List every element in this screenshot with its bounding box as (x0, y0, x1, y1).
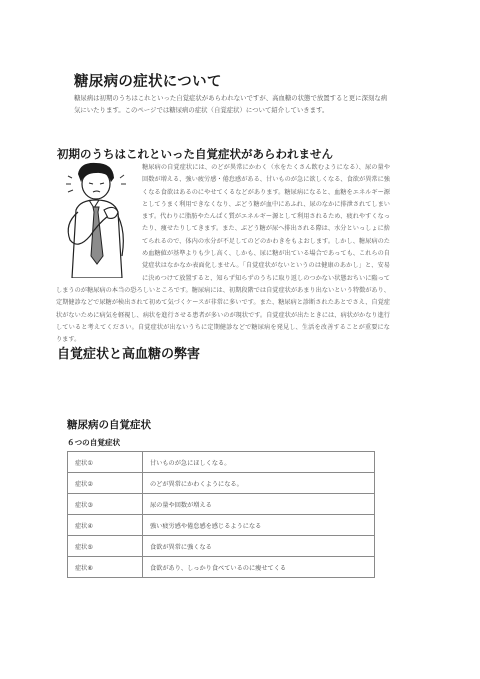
section1-heading: 初期のうちはこれといった自覚症状があらわれません (57, 147, 333, 161)
table-row (68, 557, 375, 578)
symptom-label: 症状④ (68, 515, 143, 536)
symptom-text: 尿の量や回数が増える (143, 494, 375, 515)
table-row (68, 452, 375, 473)
symptom-label: 症状⑤ (68, 536, 143, 557)
man-illustration (56, 160, 138, 278)
symptom-text: 食欲が異常に強くなる (143, 536, 375, 557)
section1-body: 糖尿病の自覚症状には、のどが異常にかわく（水をたくさん飲むようになる）、尿の量や回数が増える、強い疲労感・倦怠感がある、甘いものが急に欲しくなる、食欲が異常に強くなる食欲はあるのにやせてくるなどがあります。糖尿病になると、血糖をエネルギー源としてうまく利用できなくなり、ぶどう糖が血中にあふれ、尿のなかに排泄されてしまいます。代わりに脂肪やたんぱく質がエネルギー源として利用されるため、疲れやすくなったり、痩せたりしてきます。また、ぶどう糖が尿へ排出される際は、水分といっしょに捨てられるので、体内の水分が不足してのどのかわきをもよおします。しかし、糖尿病のため血糖値が基準よりも少し高く、しかも、尿に糖が出ている場合であっても、これらの自覚症状はなかなか表面化しません。「自覚症状がないというのは健康のあかし」と、安易に決めつけて放置すると、知らず知らずのうちに取り返しのつかない状態おちいに陥ってしまうのが糖尿病の本当の恐ろしいところです。糖尿病には、初期段階では自覚症状があまり出ないという特徴があり、定期健診などで尿糖が検出されて初めて気づくケースが非常に多いです。また、糖尿病と診断されたあとでさえ、自覚症状がないために病気を軽視し、病状を進行させる患者が多いのが現状です。自覚症状が出たときには、病状がかなり進行していると考えてください。自覚症状が出ないうちに定期健診などで糖尿病を発見し、生活を改善することが重要になります。 (56, 164, 390, 344)
symptom-text: 強い疲労感や倦怠感を感じるようになる (143, 515, 375, 536)
symptom-table (67, 451, 375, 578)
symptom-label: 症状① (68, 452, 143, 473)
symptom-label: 症状③ (68, 494, 143, 515)
table-row (68, 536, 375, 557)
symptom-label: 症状② (68, 473, 143, 494)
section2-heading: 自覚症状と高血糖の弊害 (57, 347, 201, 362)
intro-paragraph: 糖尿病は初期のうちはこれといった自覚症状があらわれないですが、高血糖の状態で放置すると更に深刻な病気にいたります。このページでは糖尿病の症状（自覚症状）について紹介していきます。 (74, 94, 388, 114)
symptom-text: 食欲があり、しっかり食べているのに痩せてくる (143, 557, 375, 578)
symptom-text: 甘いものが急にほしくなる。 (143, 452, 375, 473)
symptom-text: のどが異常にかわくようになる。 (143, 473, 375, 494)
page-title: 糖尿病の症状について (74, 74, 222, 90)
symptom-label: 症状⑥ (68, 557, 143, 578)
table-row (68, 515, 375, 536)
list-heading: ６つの自覚症状 (67, 438, 121, 447)
table-row (68, 473, 375, 494)
table-row (68, 494, 375, 515)
subsection-heading: 糖尿病の自覚症状 (67, 419, 151, 431)
